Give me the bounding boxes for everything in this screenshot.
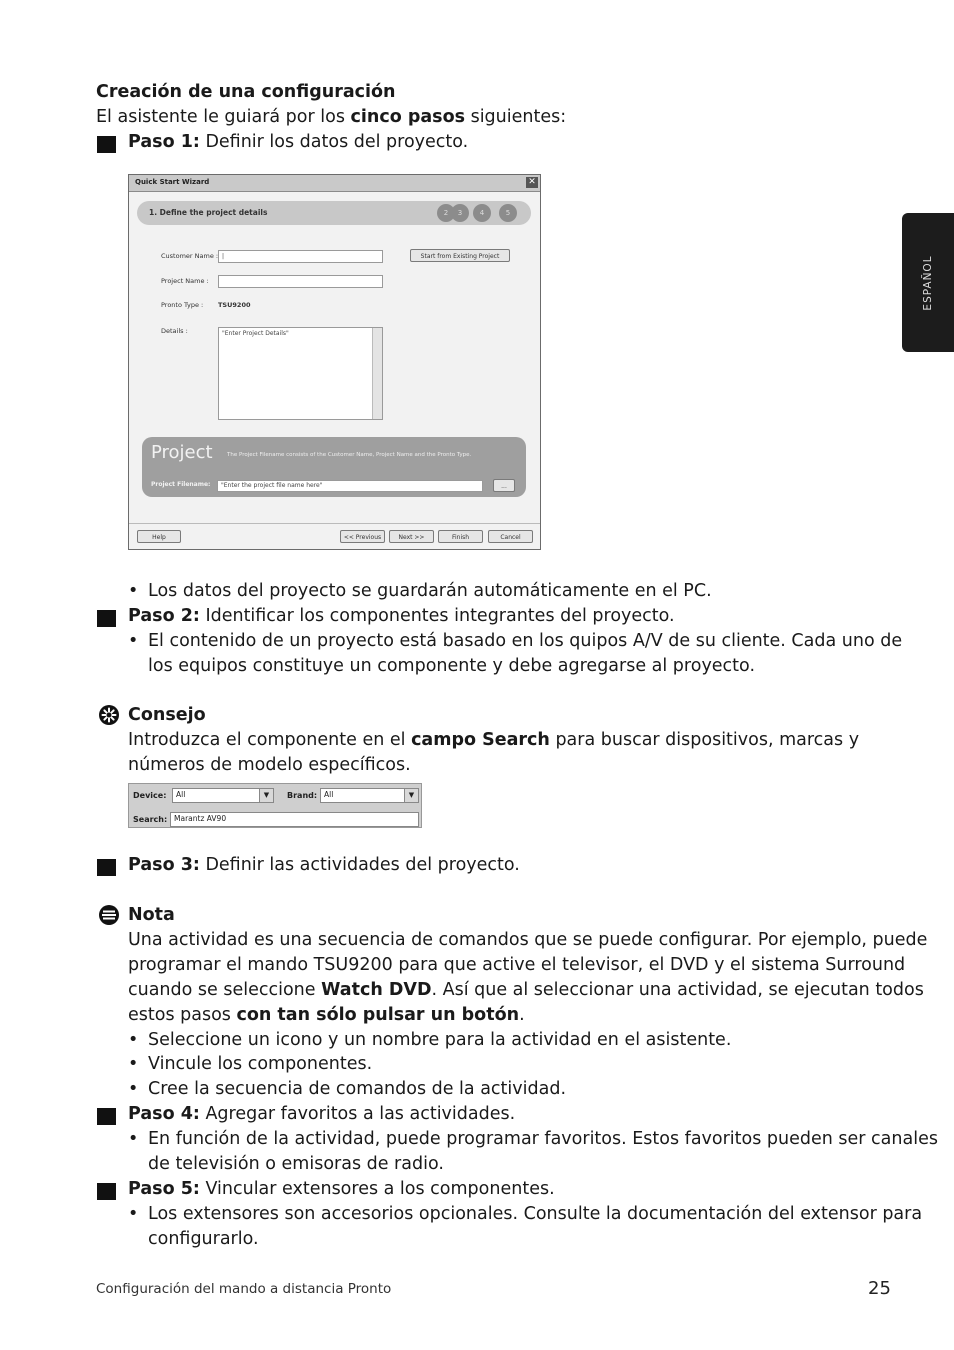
note-line-4 (128, 1003, 525, 1028)
note-l4-bold: con tan sólo pulsar un botón (236, 1005, 520, 1025)
wizard-step-bar (137, 201, 531, 225)
intro-text (96, 105, 566, 130)
note-l3-post: . Así que al seleccionar una actividad, se ejecutan todos (431, 980, 924, 1000)
page-number: 25 (868, 1278, 891, 1299)
wizard-titlebar (129, 175, 540, 192)
bullet-dot: • (128, 581, 139, 601)
step-2-label: Paso 2: (128, 606, 200, 626)
tip-l1-pre: Introduzca el componente en el (128, 730, 412, 750)
chevron-down-icon[interactable]: ▼ (259, 789, 273, 802)
note-bullet-3: Cree la secuencia de comandos de la actividad. (148, 1079, 567, 1099)
step-marker (97, 136, 116, 153)
step-1 (128, 130, 468, 155)
note-l4-pre: estos pasos (128, 1005, 237, 1025)
page-footer: Configuración del mando a distancia Pronto (96, 1281, 392, 1297)
filename-input[interactable] (217, 480, 483, 492)
step-4-label: Paso 4: (128, 1104, 200, 1124)
details-scrollbar[interactable] (372, 328, 382, 419)
wizard-button-bar (129, 523, 540, 550)
bullet-dot: • (128, 1054, 139, 1074)
pronto-type-value: TSU9200 (218, 301, 251, 309)
note-line-1: Una actividad es una secuencia de comandos que se puede configurar. Por ejemplo, puede (128, 930, 928, 950)
step-dot-5: 5 (499, 204, 517, 222)
note-l3-bold: Watch DVD (321, 980, 432, 1000)
note-line-3 (128, 978, 924, 1003)
note-icon (98, 904, 120, 926)
bullet-dot: • (128, 1204, 139, 1224)
project-name-input[interactable] (218, 275, 383, 288)
brand-value: All (324, 790, 334, 799)
bullet-2-line-1: El contenido de un proyecto está basado en los quipos A/V de su cliente. Cada uno de (148, 631, 903, 651)
search-value: Marantz AV90 (174, 814, 227, 823)
step-3 (128, 853, 520, 878)
brand-select[interactable] (320, 788, 419, 803)
brand-label: Brand: (287, 791, 318, 800)
start-existing-button[interactable]: Start from Existing Project (410, 249, 510, 262)
intro-bold: cinco pasos (350, 107, 466, 127)
step-4-text: Agregar favoritos a las actividades. (199, 1104, 516, 1124)
step-1-label: Paso 1: (128, 132, 200, 152)
step-4 (128, 1102, 515, 1127)
note-l4-post: . (519, 1005, 525, 1025)
step-5 (128, 1177, 555, 1202)
bullet-dot: • (128, 1030, 139, 1050)
cancel-button[interactable]: Cancel (488, 530, 533, 543)
step-marker (97, 859, 116, 876)
step-marker (97, 1108, 116, 1125)
tip-line-1 (128, 728, 859, 753)
tip-title: Consejo (128, 705, 206, 725)
quick-start-wizard-screenshot (128, 174, 541, 550)
step-2-text: Identificar los componentes integrantes del proyecto. (199, 606, 675, 626)
project-heading: Project (151, 442, 213, 463)
language-tab-label: ESPAÑOL (922, 254, 934, 311)
bullet-5-line-2: configurarlo. (148, 1229, 259, 1249)
step-dot-2: 2 (437, 204, 455, 222)
note-l3-pre: cuando se seleccione (128, 980, 322, 1000)
next-button[interactable]: Next >> (389, 530, 434, 543)
filename-value: "Enter the project file name here" (221, 482, 323, 489)
bullet-4-line-1: En función de la actividad, puede programar favoritos. Estos favoritos pueden ser canales (148, 1129, 938, 1149)
language-tab (902, 213, 954, 352)
search-label: Search: (133, 815, 168, 824)
step-marker (97, 1183, 116, 1200)
device-label: Device: (133, 791, 167, 800)
wizard-step-title: 1. Define the project details (149, 208, 268, 217)
details-label: Details : (161, 327, 188, 335)
customer-name-input[interactable]: | (218, 250, 383, 263)
bullet-5-line-1: Los extensores son accesorios opcionales. Consulte la documentación del extensor para (148, 1204, 923, 1224)
step-5-text: Vincular extensores a los componentes. (199, 1179, 555, 1199)
step-marker (97, 610, 116, 627)
search-input[interactable] (170, 812, 419, 827)
bullet-1: Los datos del proyecto se guardarán automáticamente en el PC. (148, 581, 712, 601)
intro-post: siguientes: (465, 107, 567, 127)
filename-label: Project Filename: (151, 481, 211, 488)
details-textarea[interactable] (218, 327, 383, 420)
chevron-down-icon[interactable]: ▼ (404, 789, 418, 802)
note-bullet-1: Seleccione un icono y un nombre para la actividad en el asistente. (148, 1030, 732, 1050)
browse-button[interactable]: ... (493, 479, 515, 492)
intro-pre: El asistente le guiará por los (96, 107, 351, 127)
search-field-screenshot (128, 783, 422, 828)
finish-button[interactable]: Finish (438, 530, 483, 543)
note-line-2: programar el mando TSU9200 para que active el televisor, el DVD y el sistema Surround (128, 955, 906, 975)
bullet-4-line-2: de televisión o emisoras de radio. (148, 1154, 444, 1174)
tip-line-2: números de modelo específicos. (128, 755, 411, 775)
step-1-text: Definir los datos del proyecto. (199, 132, 469, 152)
step-dot-3: 3 (451, 204, 469, 222)
note-bullet-2: Vincule los componentes. (148, 1054, 373, 1074)
section-heading: Creación de una configuración (96, 82, 396, 102)
tip-l1-bold: campo Search (411, 730, 550, 750)
step-3-label: Paso 3: (128, 855, 200, 875)
device-value: All (176, 790, 186, 799)
bullet-2-line-2: los equipos constituye un componente y debe agregarse al proyecto. (148, 656, 756, 676)
wizard-title: Quick Start Wizard (135, 178, 210, 186)
step-dot-4: 4 (473, 204, 491, 222)
previous-button[interactable]: << Previous (340, 530, 385, 543)
bullet-dot: • (128, 1129, 139, 1149)
bullet-dot: • (128, 1079, 139, 1099)
bullet-dot: • (128, 631, 139, 651)
step-3-text: Definir las actividades del proyecto. (199, 855, 520, 875)
device-select[interactable] (172, 788, 274, 803)
details-value: "Enter Project Details" (222, 330, 289, 337)
pronto-type-label: Pronto Type : (161, 301, 204, 309)
project-description: The Project Filename consists of the Customer Name, Project Name and the Pronto Type. (227, 452, 472, 458)
note-title: Nota (128, 905, 175, 925)
project-name-label: Project Name : (161, 277, 209, 285)
help-button[interactable]: Help (137, 530, 181, 543)
tip-icon (98, 704, 120, 726)
step-5-label: Paso 5: (128, 1179, 200, 1199)
step-2 (128, 604, 675, 629)
project-panel (142, 437, 526, 497)
customer-name-label: Customer Name : (161, 252, 219, 260)
close-icon[interactable]: ✕ (526, 177, 538, 188)
tip-l1-post: para buscar dispositivos, marcas y (549, 730, 860, 750)
